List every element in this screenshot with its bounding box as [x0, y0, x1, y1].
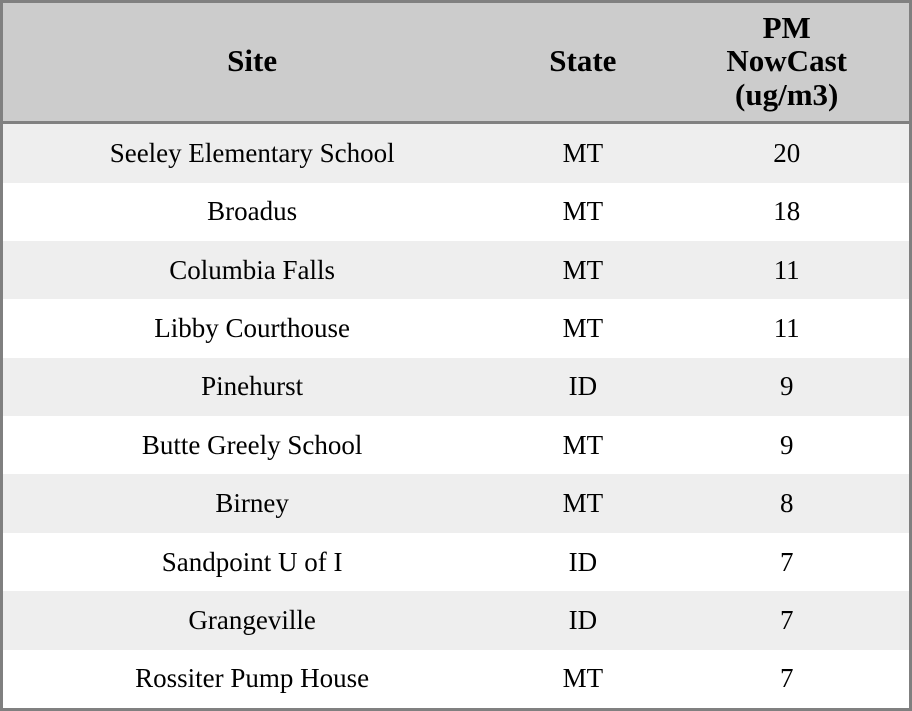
cell-site: Pinehurst	[3, 358, 501, 416]
cell-pm-nowcast: 9	[664, 416, 909, 474]
cell-state: ID	[501, 591, 664, 649]
cell-site: Birney	[3, 474, 501, 532]
table-row	[3, 474, 909, 532]
cell-pm-nowcast: 20	[664, 123, 909, 183]
cell-state: MT	[501, 183, 664, 241]
table-row	[3, 299, 909, 357]
table-row	[3, 416, 909, 474]
table-row	[3, 241, 909, 299]
cell-state: MT	[501, 474, 664, 532]
cell-state: MT	[501, 650, 664, 708]
cell-state: MT	[501, 241, 664, 299]
column-header-pm-nowcast	[664, 3, 909, 123]
column-header-pm-nowcast-line-2: NowCast	[726, 43, 847, 79]
cell-pm-nowcast: 11	[664, 299, 909, 357]
cell-state: MT	[501, 123, 664, 183]
cell-site: Columbia Falls	[3, 241, 501, 299]
cell-site: Seeley Elementary School	[3, 123, 501, 183]
cell-state: ID	[501, 358, 664, 416]
cell-site: Rossiter Pump House	[3, 650, 501, 708]
column-header-pm-nowcast-line-1: PM	[762, 10, 811, 45]
cell-pm-nowcast: 11	[664, 241, 909, 299]
column-header-state: State	[501, 3, 664, 123]
table-row	[3, 123, 909, 183]
cell-pm-nowcast: 18	[664, 183, 909, 241]
cell-pm-nowcast: 9	[664, 358, 909, 416]
cell-pm-nowcast: 8	[664, 474, 909, 532]
cell-site: Broadus	[3, 183, 501, 241]
table-row	[3, 591, 909, 649]
table-header-row	[3, 3, 909, 123]
table-row	[3, 650, 909, 708]
cell-state: MT	[501, 416, 664, 474]
column-header-pm-nowcast-line-3: (ug/m3)	[735, 76, 839, 112]
table-body	[3, 123, 909, 708]
cell-site: Sandpoint U of I	[3, 533, 501, 591]
cell-state: MT	[501, 299, 664, 357]
cell-site: Butte Greely School	[3, 416, 501, 474]
table-row	[3, 533, 909, 591]
cell-pm-nowcast: 7	[664, 533, 909, 591]
cell-site: Grangeville	[3, 591, 501, 649]
table-header	[3, 3, 909, 123]
pm-nowcast-table	[3, 3, 909, 708]
table-row	[3, 358, 909, 416]
cell-pm-nowcast: 7	[664, 591, 909, 649]
cell-state: ID	[501, 533, 664, 591]
column-header-site: Site	[3, 3, 501, 123]
cell-site: Libby Courthouse	[3, 299, 501, 357]
table-row	[3, 183, 909, 241]
cell-pm-nowcast: 7	[664, 650, 909, 708]
